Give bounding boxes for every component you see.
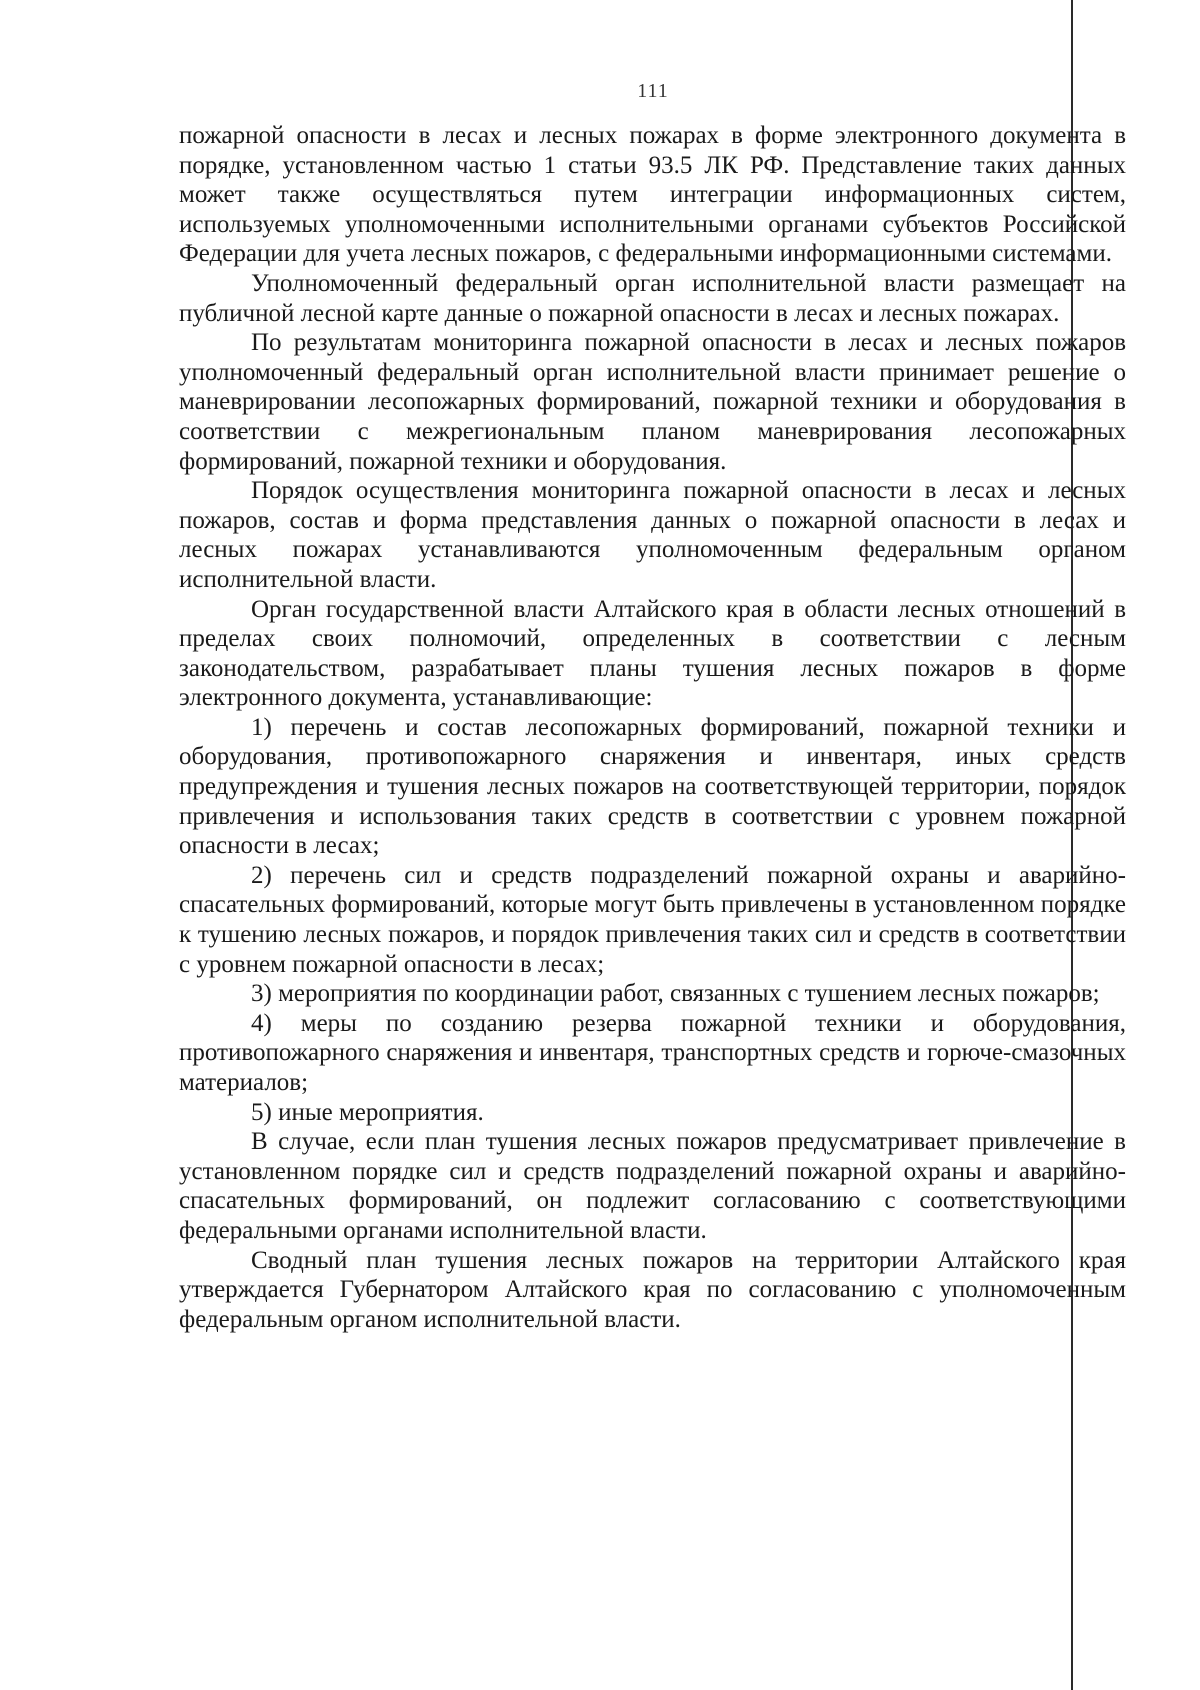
list-item-3: 3) мероприятия по координации работ, связанных с тушением лесных пожаров; [251,980,1100,1008]
paragraph-4: Порядок осуществления мониторинга пожарной опасности в лесах и лесных пожаров, состав и форма представления данных о пожарной опасности в лесах и лесных пожарах устанавливаются уполномоченным федеральным органом исполнительной власти. [179,477,1126,593]
paragraph-1: пожарной опасности в лесах и лесных пожарах в форме электронного документа в порядке, установленном частью 1 статьи 93.5 ЛК РФ. Представление таких данных может также осуществляться путем интеграции информационных систем, используемых уполномоченными исполнительными органами субъектов Российской Федерации для учета лесных пожаров, с федеральными информационными системами. [179,122,1126,268]
paragraph-2: Уполномоченный федеральный орган исполнительной власти размещает на публичной лесной карте данные о пожарной опасности в лесах и лесных пожарах. [179,269,1126,327]
paragraph-5: Орган государственной власти Алтайского края в области лесных отношений в пределах своих полномочий, определенных в соответствии с лесным законодательством, разрабатывает планы тушения лесных пожаров в форме электронного документа, устанавливающие: [179,595,1126,712]
document-body [179,121,1126,1334]
paragraph-6: В случае, если план тушения лесных пожаров предусматривает привлечение в установленном порядке сил и средств подразделений пожарной охраны и аварийно-спасательных формирований, он подлежит согласованию с соответствующими федеральными органами исполнительной власти. [179,1128,1126,1244]
paragraph-3: По результатам мониторинга пожарной опасности в лесах и лесных пожаров уполномоченный федеральный орган исполнительной власти принимает решение о маневрировании лесопожарных формирований, пожарной техники и оборудования в соответствии с межрегиональным планом маневрирования лесопожарных формирований, пожарной техники и оборудования. [179,329,1126,475]
list-item-4: 4) меры по созданию резерва пожарной техники и оборудования, противопожарного снаряжения и инвентаря, транспортных средств и горюче-смазочных материалов; [179,1009,1126,1096]
list-item-5: 5) иные мероприятия. [251,1098,484,1126]
list-item-2: 2) перечень сил и средств подразделений пожарной охраны и аварийно-спасательных формирований, которые могут быть привлечены в установленном порядке к тушению лесных пожаров, и порядок привлечения таких сил и средств в соответствии с уровнем пожарной опасности в лесах; [179,861,1126,978]
list-item-1: 1) перечень и состав лесопожарных формирований, пожарной техники и оборудования, противопожарного снаряжения и инвентаря, иных средств предупреждения и тушения лесных пожаров на соответствующей территории, порядок привлечения и использования таких средств в соответствии с уровнем пожарной опасности в лесах; [179,713,1126,860]
page-number: 111 [637,80,669,102]
paragraph-7: Сводный план тушения лесных пожаров на территории Алтайского края утверждается Губернатором Алтайского края по согласованию с уполномоченным федеральным органом исполнительной власти. [179,1246,1126,1333]
